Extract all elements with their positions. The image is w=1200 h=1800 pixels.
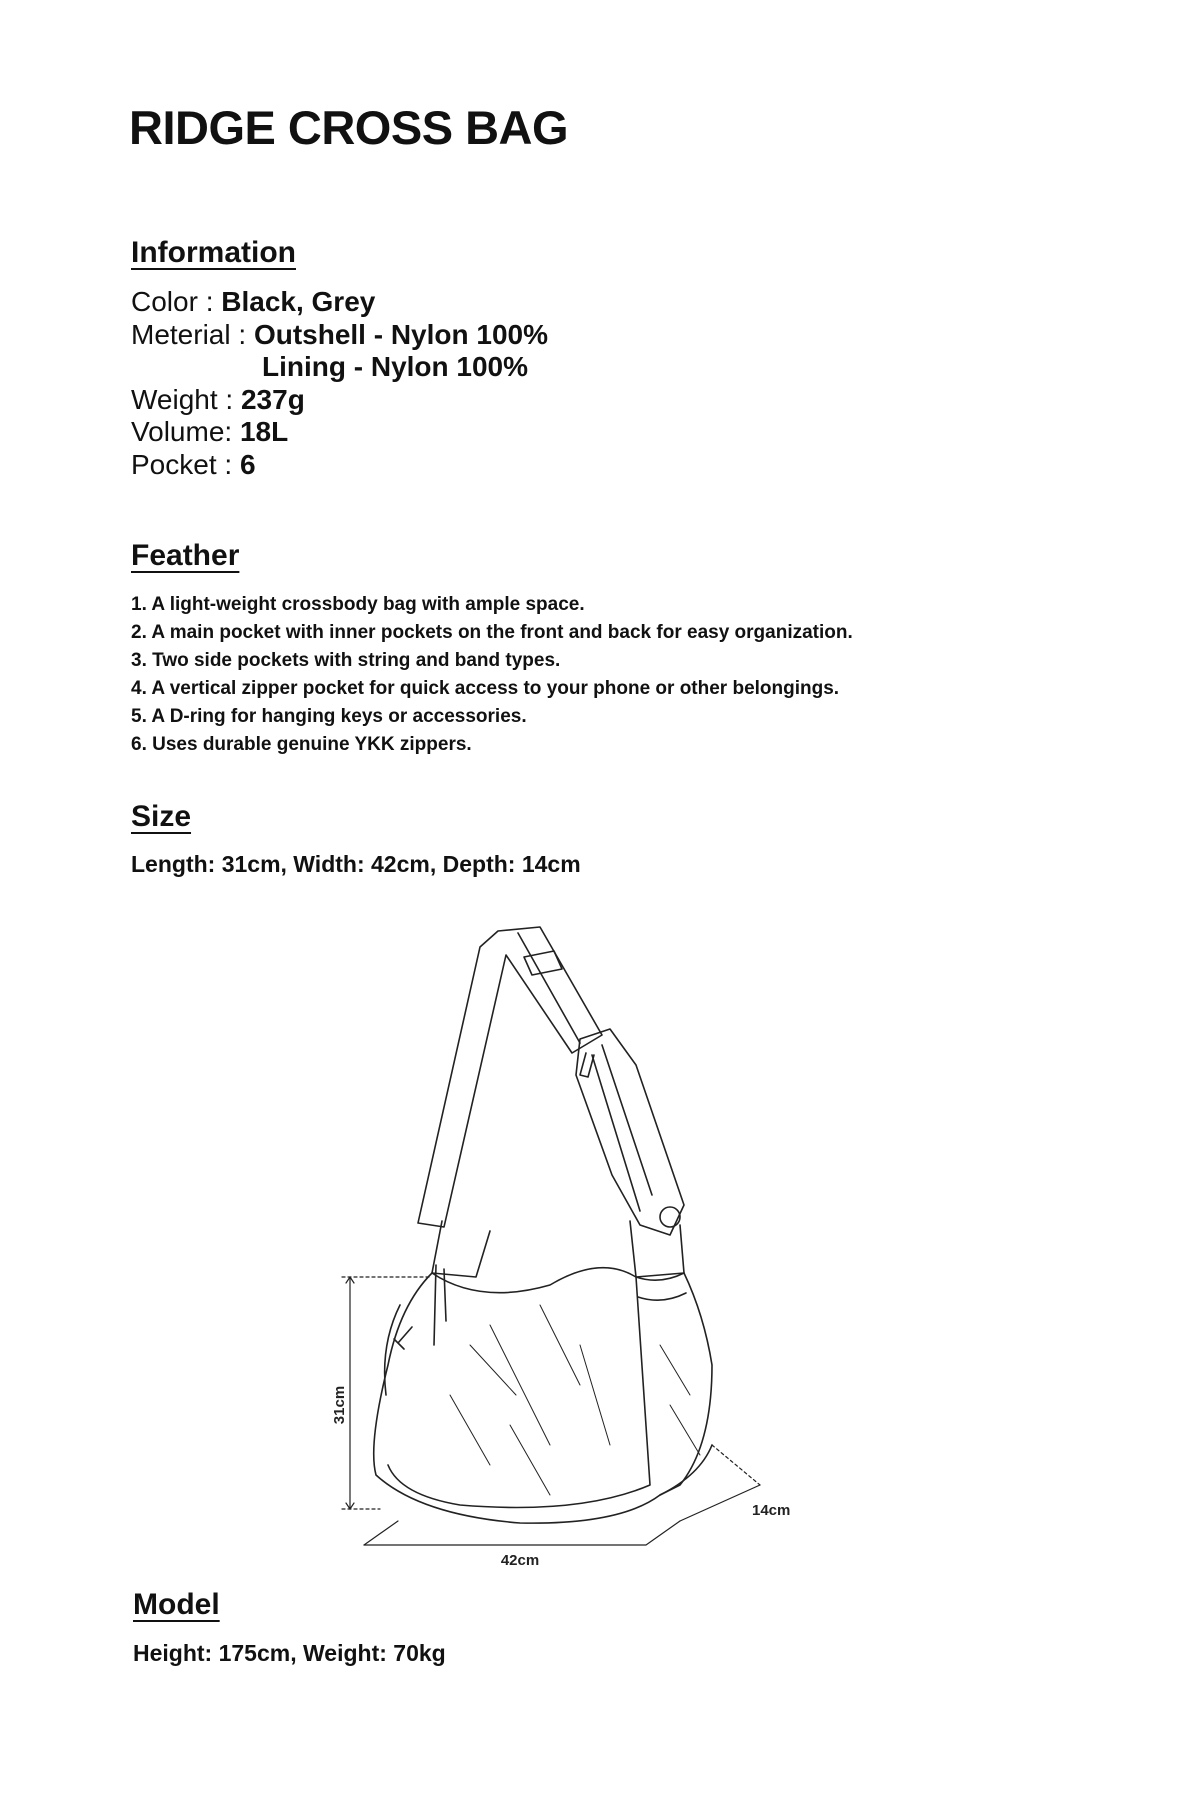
material-row <box>131 319 548 352</box>
information-heading: Information <box>131 236 296 269</box>
volume-value: 18L <box>239 416 289 447</box>
weight-value: 237g <box>240 383 305 415</box>
material-label: Meterial : <box>131 318 247 350</box>
feature-item: 1. A light-weight crossbody bag with ample space. <box>131 594 585 615</box>
feature-item: 4. A vertical zipper pocket for quick access to your phone or other belongings. <box>131 678 840 699</box>
material-lining-row <box>131 351 548 384</box>
depth-dimension <box>680 1445 760 1521</box>
model-text: Height: 175cm, Weight: 70kg <box>133 1640 446 1666</box>
feather-heading: Feather <box>131 539 240 572</box>
weight-row <box>131 384 548 417</box>
size-heading: Size <box>131 800 192 833</box>
color-row <box>131 286 548 319</box>
pocket-label: Pocket : <box>131 448 233 480</box>
bag-illustration <box>374 927 712 1523</box>
width-dim-label: 42cm <box>500 1552 540 1569</box>
pocket-row <box>131 449 548 482</box>
size-text: Length: 31cm, Width: 42cm, Depth: 14cm <box>131 851 581 877</box>
material-outshell: Outshell - Nylon 100% <box>253 318 549 350</box>
depth-dim-label: 14cm <box>752 1502 791 1519</box>
feature-list <box>131 591 853 759</box>
weight-label: Weight : <box>131 383 234 415</box>
information-block <box>131 286 548 481</box>
height-dim-label: 31cm <box>331 1385 348 1425</box>
color-value: Black, Grey <box>221 286 376 317</box>
width-dimension <box>364 1521 680 1545</box>
product-title: RIDGE CROSS BAG <box>129 101 569 154</box>
feature-item: 6. Uses durable genuine YKK zippers. <box>131 734 472 755</box>
bag-line-drawing <box>331 925 880 1569</box>
model-heading: Model <box>133 1588 220 1621</box>
volume-label: Volume: <box>131 416 233 447</box>
feature-item: 3. Two side pockets with string and band types. <box>131 650 561 671</box>
pocket-value: 6 <box>239 448 256 480</box>
feature-item: 2. A main pocket with inner pockets on the front and back for easy organization. <box>131 622 853 643</box>
feature-item: 5. A D-ring for hanging keys or accessories. <box>131 706 527 727</box>
color-label: Color : <box>131 286 214 317</box>
volume-row <box>131 416 548 449</box>
material-lining: Lining - Nylon 100% <box>262 351 529 382</box>
